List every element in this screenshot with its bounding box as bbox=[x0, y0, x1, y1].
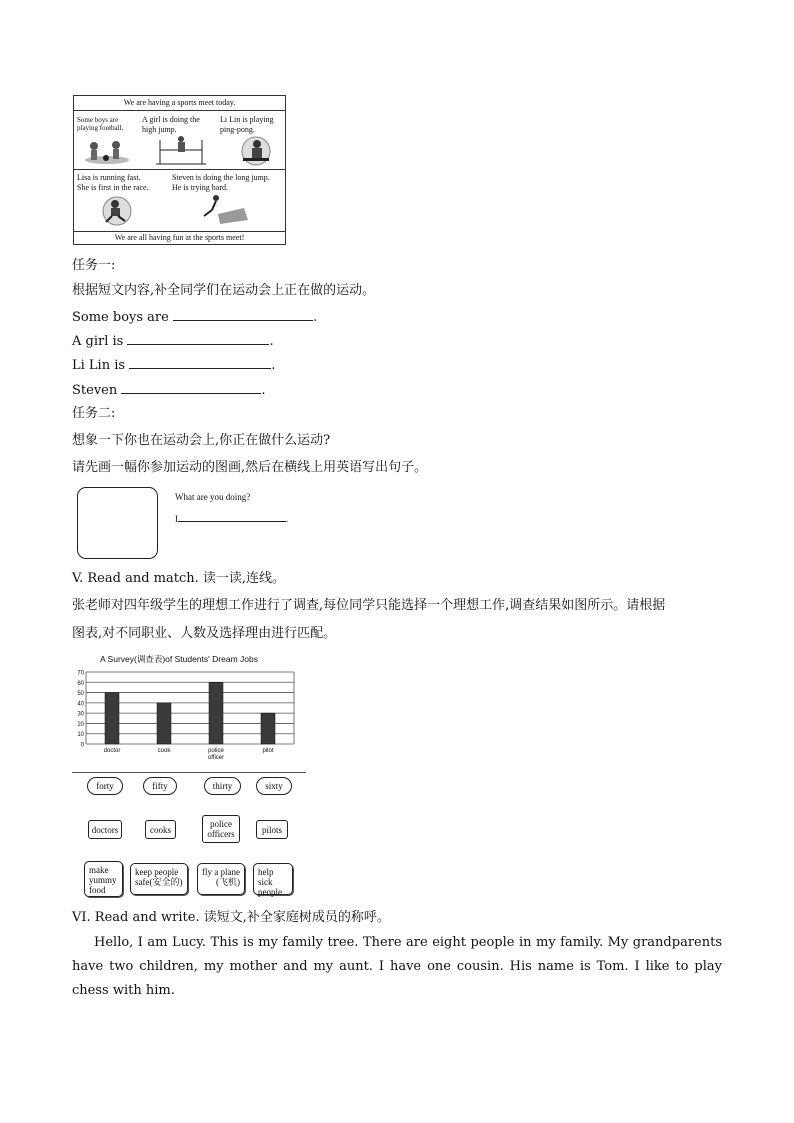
task2-line2: 请先画一幅你参加运动的图画,然后在横线上用英语写出句子。 bbox=[72, 460, 428, 475]
bar-pilot bbox=[261, 713, 275, 744]
answer-blank[interactable] bbox=[127, 332, 269, 345]
y-tick-label: 50 bbox=[77, 691, 84, 698]
x-tick-label: cook bbox=[157, 748, 171, 754]
ping-pong-illustration bbox=[239, 136, 273, 166]
caption-long-jump: Steven is doing the long jump. He is trying hard. bbox=[172, 173, 270, 192]
task1-line-2: A girl is . bbox=[72, 334, 274, 349]
number-oval-thirty[interactable]: thirty bbox=[204, 777, 241, 795]
long-jump-illustration bbox=[198, 194, 248, 224]
reason-box-sick[interactable]: help sick people bbox=[253, 863, 293, 895]
task2-title: 任务二: bbox=[72, 406, 116, 421]
running-illustration bbox=[100, 196, 134, 226]
bar-doctor bbox=[105, 693, 119, 744]
task2-line1: 想象一下你也在运动会上,你正在做什么运动? bbox=[72, 433, 331, 448]
number-oval-sixty[interactable]: sixty bbox=[256, 777, 292, 795]
y-tick-label: 40 bbox=[77, 701, 84, 708]
x-tick-label: pilot bbox=[262, 748, 274, 754]
drawing-box[interactable] bbox=[77, 487, 158, 559]
x-tick-label: doctor bbox=[103, 748, 121, 754]
task1-line-4: Steven . bbox=[72, 383, 266, 398]
caption-running: Lisa is running fast. She is first in the race. bbox=[77, 173, 149, 192]
y-tick-label: 0 bbox=[80, 742, 84, 749]
job-box-doctors[interactable]: doctors bbox=[88, 820, 122, 839]
drawing-answer-line: I . bbox=[175, 514, 289, 524]
chart-title: A Survey(调查表)of Students' Dream Jobs bbox=[100, 654, 258, 664]
answer-blank[interactable] bbox=[173, 308, 313, 321]
section5-desc2: 图表,对不同职业、人数及选择理由进行匹配。 bbox=[72, 626, 337, 641]
family-tree-paragraph: Hello, I am Lucy. This is my family tree. There are eight people in my family. My grandparents have two children, my mother and my aunt. I have one cousin. His name is Tom. I like to play chess with him. bbox=[72, 935, 722, 998]
answer-blank[interactable] bbox=[178, 513, 286, 522]
y-tick-label: 60 bbox=[77, 680, 84, 687]
panel-header: We are having a sports meet today. bbox=[123, 98, 236, 107]
y-tick-label: 10 bbox=[77, 732, 84, 739]
task1-title: 任务一: bbox=[72, 258, 116, 273]
reason-box-plane[interactable]: fly a plane (飞机) bbox=[197, 863, 245, 895]
panel-footer: We are all having fun at the sports meet! bbox=[114, 233, 245, 242]
y-tick-label: 20 bbox=[77, 721, 84, 728]
dream-jobs-chart-svg bbox=[72, 650, 306, 770]
drawing-question: What are you doing? bbox=[175, 492, 251, 502]
section5-heading: V. Read and match. 读一读,连线。 bbox=[72, 571, 285, 586]
task1-instruction: 根据短文内容,补全同学们在运动会上正在做的运动。 bbox=[72, 283, 376, 298]
bar-police-officer bbox=[209, 682, 223, 744]
job-box-pilots[interactable]: pilots bbox=[256, 820, 288, 839]
caption-football: Some boys are playing football. bbox=[77, 116, 124, 132]
number-oval-fifty[interactable]: fifty bbox=[143, 777, 177, 795]
caption-ping-pong: Li Lin is playing ping-pong. bbox=[220, 115, 274, 134]
caption-high-jump: A girl is doing the high jump. bbox=[142, 115, 200, 134]
task1-line-1: Some boys are . bbox=[72, 310, 318, 325]
sports-meet-panel bbox=[73, 95, 286, 245]
y-tick-label: 70 bbox=[77, 670, 84, 677]
divider bbox=[72, 772, 306, 773]
y-tick-label: 30 bbox=[77, 711, 84, 718]
section6-heading: VI. Read and write. 读短文,补全家庭树成员的称呼。 bbox=[72, 910, 390, 925]
dream-jobs-chart bbox=[72, 650, 306, 770]
job-box-police-officers[interactable]: police officers bbox=[202, 815, 240, 843]
x-tick-label: officer bbox=[207, 755, 225, 761]
job-box-cooks[interactable]: cooks bbox=[145, 820, 176, 839]
football-illustration bbox=[82, 136, 132, 166]
bar-cook bbox=[157, 703, 171, 744]
high-jump-illustration bbox=[156, 134, 206, 166]
answer-blank[interactable] bbox=[129, 356, 271, 369]
task1-line-3: Li Lin is . bbox=[72, 358, 276, 373]
answer-blank[interactable] bbox=[121, 381, 261, 394]
reason-box-food[interactable]: make yummy food bbox=[84, 861, 123, 897]
section5-desc1: 张老师对四年级学生的理想工作进行了调查,每位同学只能选择一个理想工作,调查结果如图所示。请根据 bbox=[72, 598, 666, 613]
x-tick-label: police bbox=[208, 748, 224, 754]
reason-box-safe[interactable]: keep people safe(安全的) bbox=[130, 863, 188, 895]
number-oval-forty[interactable]: forty bbox=[87, 777, 123, 795]
